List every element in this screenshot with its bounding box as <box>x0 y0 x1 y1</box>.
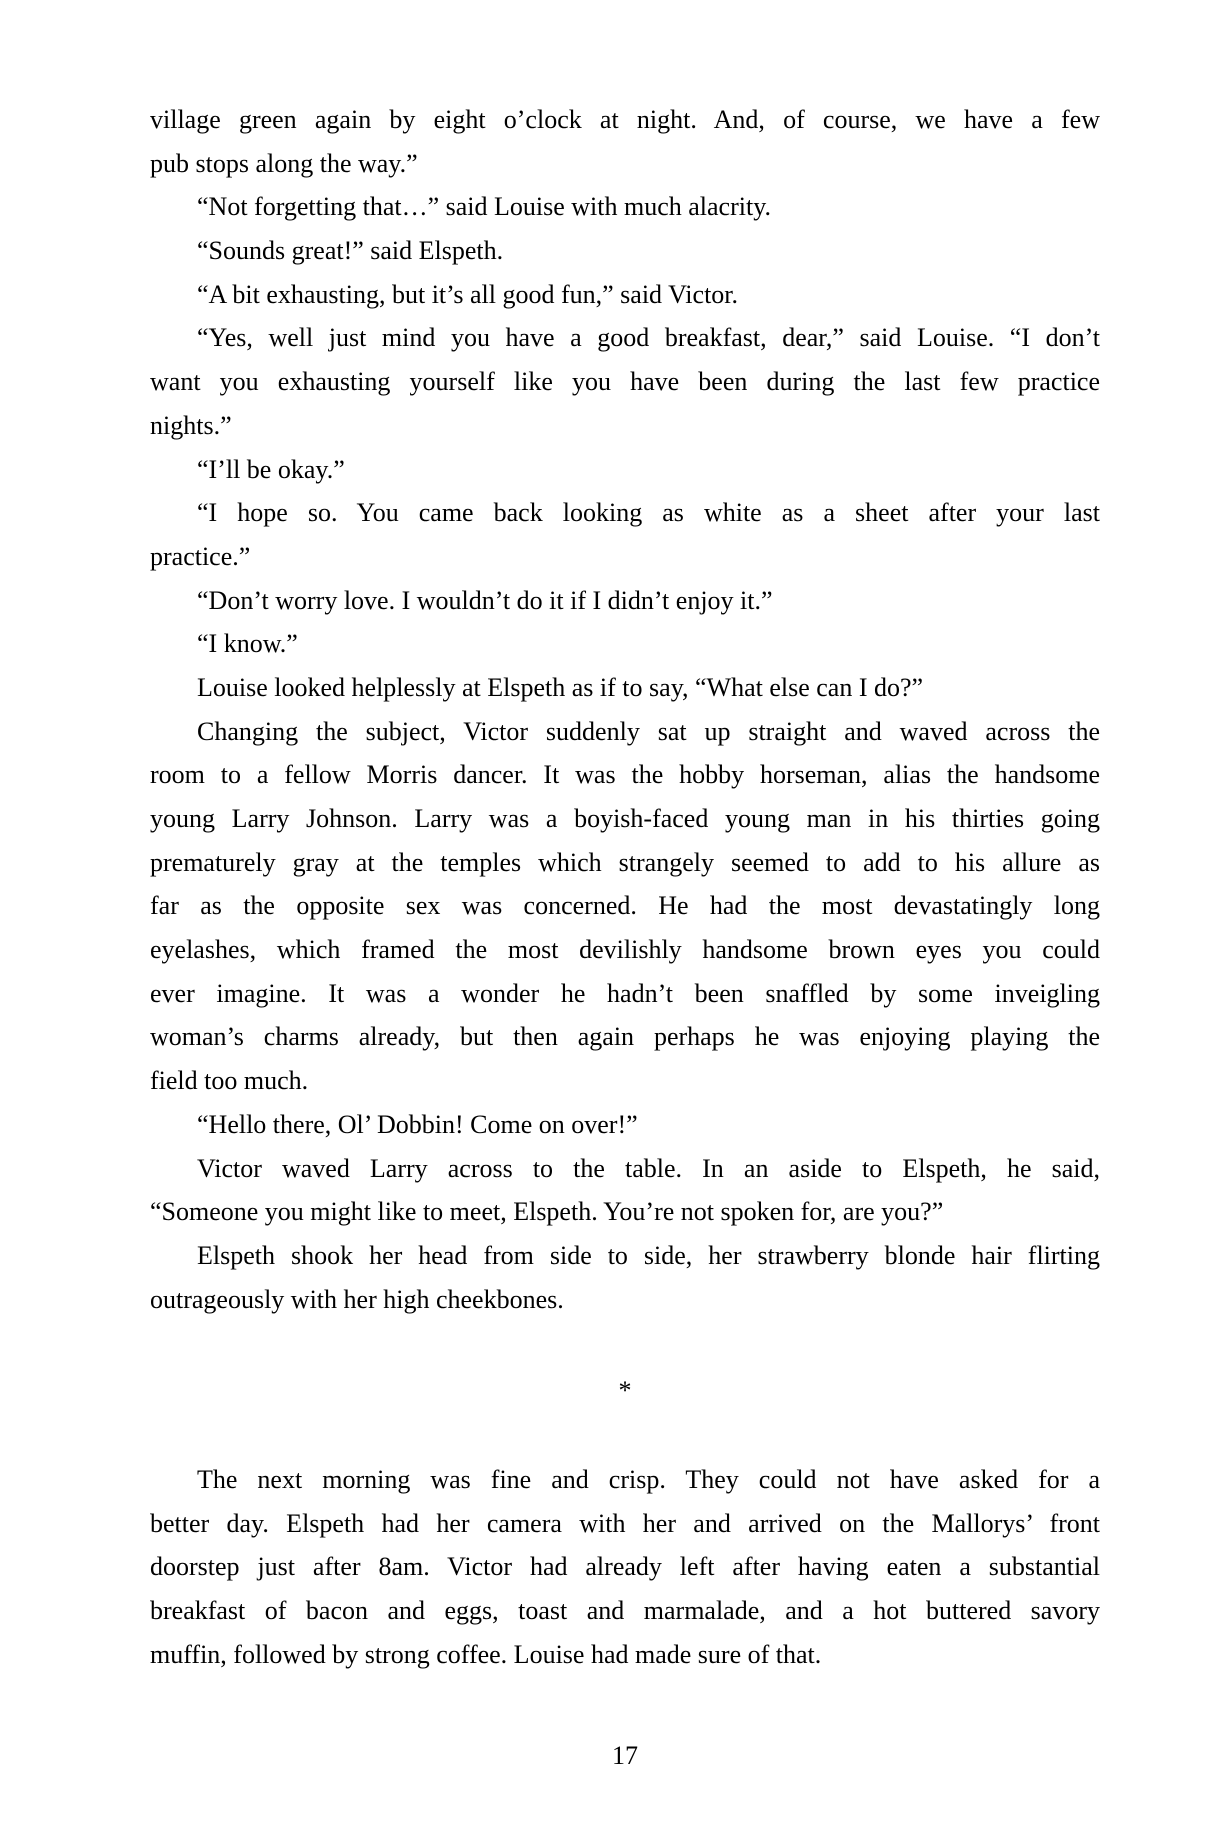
text-line: “Sounds great!” said Elspeth. <box>197 236 504 266</box>
text-line: “Not forgetting that…” said Louise with much alacrity. <box>197 192 772 222</box>
text-line: woman’s charms already, but then again perhaps he was enjoying playing the <box>150 1022 1100 1052</box>
text-line: practice.” <box>150 541 251 571</box>
text-line: “I know.” <box>197 629 298 659</box>
text-line: “Yes, well just mind you have a good breakfast, dear,” said Louise. “I don’t <box>197 323 1100 353</box>
text-line: “Don’t worry love. I wouldn’t do it if I didn’t enjoy it.” <box>197 585 773 615</box>
page-number: 17 <box>612 1741 638 1770</box>
text-line: room to a fellow Morris dancer. It was the hobby horseman, alias the handsome <box>150 760 1100 790</box>
text-section-1 <box>150 98 1100 1321</box>
text-line: young Larry Johnson. Larry was a boyish-faced young man in his thirties going <box>150 804 1100 833</box>
text-line: pub stops along the way.” <box>150 148 418 178</box>
text-line: Elspeth shook her head from side to side, her strawberry blonde hair flirting <box>197 1240 1100 1270</box>
section-break-asterisk: * <box>618 1376 632 1405</box>
text-line: “A bit exhausting, but it’s all good fun,” said Victor. <box>197 279 739 309</box>
text-line: prematurely gray at the temples which strangely seemed to add to his allure as <box>150 847 1100 877</box>
text-line: Victor waved Larry across to the table. In an aside to Elspeth, he said, <box>197 1153 1100 1183</box>
text-line: eyelashes, which framed the most devilishly handsome brown eyes you could <box>150 935 1100 965</box>
text-line: village green again by eight o’clock at night. And, of course, we have a few <box>150 105 1100 134</box>
text-line: ever imagine. It was a wonder he hadn’t been snaffled by some inveigling <box>150 978 1100 1008</box>
text-line: nights.” <box>150 410 232 440</box>
text-line: Changing the subject, Victor suddenly sat up straight and waved across the <box>197 716 1100 746</box>
text-line: outrageously with her high cheekbones. <box>150 1284 564 1314</box>
text-line: want you exhausting yourself like you have been during the last few practice <box>150 367 1100 397</box>
text-line: “Hello there, Ol’ Dobbin! Come on over!” <box>197 1109 638 1139</box>
text-line: The next morning was fine and crisp. They could not have asked for a <box>197 1465 1100 1494</box>
text-line: field too much. <box>150 1066 309 1096</box>
text-line: better day. Elspeth had her camera with her and arrived on the Mallorys’ front <box>150 1508 1100 1538</box>
text-line: muffin, followed by strong coffee. Louise had made sure of that. <box>150 1639 822 1669</box>
text-line: breakfast of bacon and eggs, toast and marmalade, and a hot buttered savory <box>150 1596 1100 1626</box>
text-line: doorstep just after 8am. Victor had already left after having eaten a substantial <box>150 1552 1100 1582</box>
text-line: Louise looked helplessly at Elspeth as if to say, “What else can I do?” <box>197 672 924 702</box>
text-line: “I hope so. You came back looking as white as a sheet after your last <box>197 498 1100 528</box>
text-line: “Someone you might like to meet, Elspeth. You’re not spoken for, are you?” <box>150 1197 944 1227</box>
text-line: “I’ll be okay.” <box>197 454 345 484</box>
text-section-2 <box>150 1458 1100 1676</box>
text-line: far as the opposite sex was concerned. He had the most devastatingly long <box>150 891 1100 921</box>
